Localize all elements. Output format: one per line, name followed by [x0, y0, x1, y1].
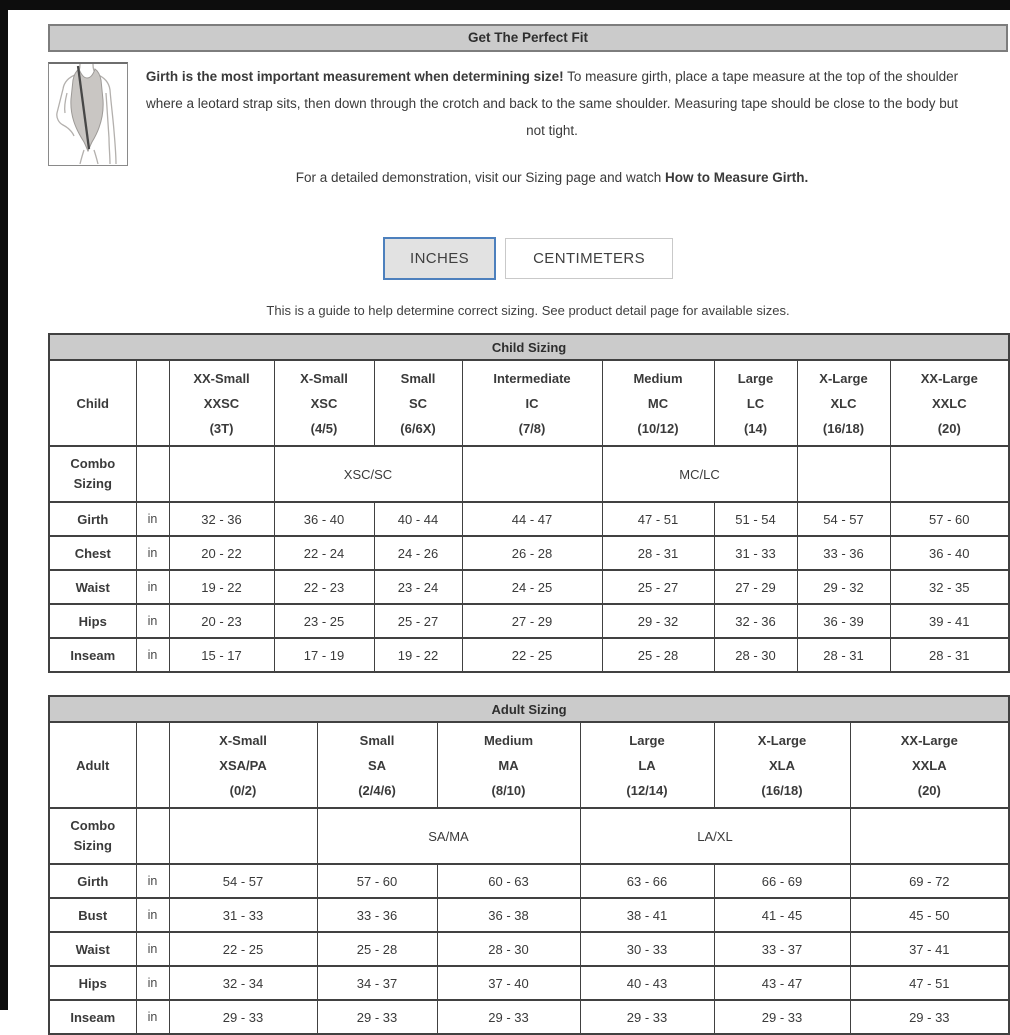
combo-cell	[797, 446, 890, 502]
value-cell: 19 - 22	[169, 570, 274, 604]
size-name: Small	[400, 370, 436, 386]
size-code: XXSC	[203, 395, 240, 411]
left-border-strip	[0, 0, 8, 1010]
value-cell: 15 - 17	[169, 638, 274, 672]
value-cell: 63 - 66	[580, 864, 714, 898]
value-cell: 32 - 36	[714, 604, 797, 638]
value-cell: 60 - 63	[437, 864, 580, 898]
size-range: (2/4/6)	[358, 782, 396, 798]
unit-cell: in	[136, 570, 169, 604]
size-range: (12/14)	[626, 782, 668, 798]
value-cell: 33 - 37	[714, 932, 850, 966]
value-cell: 69 - 72	[850, 864, 1009, 898]
value-cell: 22 - 25	[462, 638, 602, 672]
unit-cell: in	[136, 502, 169, 536]
value-cell: 29 - 32	[797, 570, 890, 604]
size-range: (0/2)	[229, 782, 257, 798]
page-title: Get The Perfect Fit	[48, 24, 1008, 52]
value-cell: 24 - 26	[374, 536, 462, 570]
measurement-row-label: Inseam	[49, 1000, 136, 1034]
unit-cell: in	[136, 604, 169, 638]
value-cell: 29 - 33	[437, 1000, 580, 1034]
measurement-row-label: Girth	[49, 864, 136, 898]
value-cell: 25 - 27	[374, 604, 462, 638]
value-cell: 32 - 35	[890, 570, 1009, 604]
size-range: (8/10)	[491, 782, 526, 798]
size-column-header	[602, 360, 714, 446]
size-name: Large	[737, 370, 774, 386]
size-range: (6/6X)	[400, 420, 436, 436]
value-cell: 29 - 33	[169, 1000, 317, 1034]
value-cell: 38 - 41	[580, 898, 714, 932]
adult-sizing-table	[48, 695, 1010, 1035]
size-name: XX-Large	[900, 732, 958, 748]
unit-cell: in	[136, 864, 169, 898]
size-column-header	[580, 722, 714, 808]
table-title: Child Sizing	[49, 334, 1009, 360]
value-cell: 40 - 43	[580, 966, 714, 1000]
value-cell: 17 - 19	[274, 638, 374, 672]
unit-cell: in	[136, 638, 169, 672]
value-cell: 44 - 47	[462, 502, 602, 536]
unit-cell: in	[136, 966, 169, 1000]
size-code: XXLA	[911, 757, 947, 773]
inches-button[interactable]: INCHES	[383, 237, 496, 280]
value-cell: 32 - 36	[169, 502, 274, 536]
value-cell: 28 - 31	[797, 638, 890, 672]
girth-instructions-lead: Girth is the most important measurement when determining size!	[145, 69, 564, 84]
value-cell: 36 - 40	[890, 536, 1009, 570]
size-range: (20)	[917, 782, 941, 798]
value-cell: 36 - 38	[437, 898, 580, 932]
table-corner-label: Child	[49, 360, 136, 446]
value-cell: 19 - 22	[374, 638, 462, 672]
size-column-header	[797, 360, 890, 446]
size-name: X-Large	[757, 732, 807, 748]
unit-header-cell	[136, 722, 169, 808]
size-column-header	[890, 360, 1009, 446]
value-cell: 27 - 29	[714, 570, 797, 604]
combo-cell	[169, 446, 274, 502]
size-range: (10/12)	[637, 420, 679, 436]
unit-header-cell	[136, 360, 169, 446]
value-cell: 22 - 23	[274, 570, 374, 604]
value-cell: 57 - 60	[890, 502, 1009, 536]
size-name: X-Small	[300, 370, 348, 386]
size-range: (14)	[743, 420, 768, 436]
size-range: (3T)	[209, 420, 234, 436]
value-cell: 31 - 33	[714, 536, 797, 570]
combo-cell: XSC/SC	[274, 446, 462, 502]
value-cell: 43 - 47	[714, 966, 850, 1000]
value-cell: 28 - 31	[890, 638, 1009, 672]
size-column-header	[317, 722, 437, 808]
size-name: Large	[629, 732, 665, 748]
value-cell: 47 - 51	[850, 966, 1009, 1000]
combo-sizing-label: Combo Sizing	[49, 446, 136, 502]
size-column-header	[714, 722, 850, 808]
girth-instructions	[128, 62, 1008, 191]
value-cell: 20 - 22	[169, 536, 274, 570]
value-cell: 40 - 44	[374, 502, 462, 536]
unit-cell: in	[136, 536, 169, 570]
size-code: XLA	[769, 757, 795, 773]
size-range: (20)	[937, 420, 961, 436]
size-range: (4/5)	[310, 420, 338, 436]
combo-cell: MC/LC	[602, 446, 797, 502]
combo-cell	[890, 446, 1009, 502]
size-column-header	[374, 360, 462, 446]
value-cell: 28 - 30	[437, 932, 580, 966]
value-cell: 30 - 33	[580, 932, 714, 966]
size-name: X-Large	[819, 370, 868, 386]
intro-section	[48, 62, 1008, 191]
value-cell: 37 - 41	[850, 932, 1009, 966]
centimeters-button[interactable]: CENTIMETERS	[505, 238, 673, 279]
top-border-strip	[0, 0, 1010, 10]
size-column-header	[850, 722, 1009, 808]
value-cell: 37 - 40	[437, 966, 580, 1000]
demo-note	[140, 164, 964, 191]
combo-cell: LA/XL	[580, 808, 850, 864]
value-cell: 41 - 45	[714, 898, 850, 932]
size-column-header	[274, 360, 374, 446]
value-cell: 25 - 28	[317, 932, 437, 966]
value-cell: 23 - 24	[374, 570, 462, 604]
girth-instructions-body: To measure girth, place a tape measure at the top of the shoulder where a leotard strap sits, then down through the crotch and back to the same shoulder. Measuring tape should be close to the body but not tight.	[145, 69, 959, 138]
size-name: Small	[359, 732, 395, 748]
value-cell: 33 - 36	[317, 898, 437, 932]
size-name: Intermediate	[493, 370, 571, 386]
size-code: LA	[638, 757, 656, 773]
value-cell: 36 - 39	[797, 604, 890, 638]
measurement-row-label: Girth	[49, 502, 136, 536]
size-name: XX-Large	[920, 370, 978, 386]
unit-cell: in	[136, 1000, 169, 1034]
value-cell: 22 - 24	[274, 536, 374, 570]
combo-sizing-label: Combo Sizing	[49, 808, 136, 864]
table-corner-label: Adult	[49, 722, 136, 808]
size-code: LC	[746, 395, 765, 411]
size-code: XLC	[830, 395, 857, 411]
unit-cell: in	[136, 898, 169, 932]
measurement-row-label: Inseam	[49, 638, 136, 672]
combo-cell: SA/MA	[317, 808, 580, 864]
value-cell: 29 - 33	[580, 1000, 714, 1034]
size-name: X-Small	[219, 732, 267, 748]
size-code: XXLC	[931, 395, 967, 411]
size-column-header	[437, 722, 580, 808]
value-cell: 31 - 33	[169, 898, 317, 932]
leotard-girth-diagram	[48, 62, 128, 166]
value-cell: 29 - 33	[714, 1000, 850, 1034]
measurement-row-label: Hips	[49, 604, 136, 638]
value-cell: 29 - 32	[602, 604, 714, 638]
unit-cell: in	[136, 932, 169, 966]
size-column-header	[462, 360, 602, 446]
measurement-row-label: Chest	[49, 536, 136, 570]
value-cell: 28 - 31	[602, 536, 714, 570]
size-code: MC	[647, 395, 669, 411]
table-title: Adult Sizing	[49, 696, 1009, 722]
sizing-guide-note: This is a guide to help determine correct sizing. See product detail page for available sizes.	[266, 303, 790, 318]
value-cell: 39 - 41	[890, 604, 1009, 638]
measurement-row-label: Hips	[49, 966, 136, 1000]
value-cell: 28 - 30	[714, 638, 797, 672]
child-sizing-table	[48, 333, 1010, 673]
value-cell: 66 - 69	[714, 864, 850, 898]
page-content	[48, 24, 1008, 1035]
size-range: (7/8)	[518, 420, 546, 436]
value-cell: 34 - 37	[317, 966, 437, 1000]
combo-cell	[169, 808, 317, 864]
size-column-header	[714, 360, 797, 446]
unit-toggle	[48, 237, 1008, 280]
value-cell: 54 - 57	[169, 864, 317, 898]
size-code: MA	[498, 757, 519, 773]
value-cell: 51 - 54	[714, 502, 797, 536]
value-cell: 36 - 40	[274, 502, 374, 536]
size-code: XSA/PA	[219, 757, 267, 773]
size-range: (16/18)	[822, 420, 865, 436]
value-cell: 25 - 27	[602, 570, 714, 604]
value-cell: 20 - 23	[169, 604, 274, 638]
measurement-row-label: Waist	[49, 570, 136, 604]
value-cell: 32 - 34	[169, 966, 317, 1000]
value-cell: 27 - 29	[462, 604, 602, 638]
size-column-header	[169, 360, 274, 446]
size-name: Medium	[483, 732, 534, 748]
size-code: SC	[408, 395, 428, 411]
size-name: Medium	[633, 370, 683, 386]
unit-empty-cell	[136, 446, 169, 502]
value-cell: 47 - 51	[602, 502, 714, 536]
size-code: IC	[525, 395, 539, 411]
unit-empty-cell	[136, 808, 169, 864]
combo-cell	[850, 808, 1009, 864]
size-range: (16/18)	[761, 782, 803, 798]
value-cell: 54 - 57	[797, 502, 890, 536]
value-cell: 23 - 25	[274, 604, 374, 638]
value-cell: 57 - 60	[317, 864, 437, 898]
measurement-row-label: Waist	[49, 932, 136, 966]
value-cell: 24 - 25	[462, 570, 602, 604]
value-cell: 33 - 36	[797, 536, 890, 570]
demo-note-prefix: For a detailed demonstration, visit our Sizing page and watch	[295, 170, 665, 185]
value-cell: 45 - 50	[850, 898, 1009, 932]
value-cell: 29 - 33	[850, 1000, 1009, 1034]
measurement-row-label: Bust	[49, 898, 136, 932]
size-code: SA	[367, 757, 387, 773]
demo-note-video-title: How to Measure Girth.	[664, 170, 809, 185]
value-cell: 29 - 33	[317, 1000, 437, 1034]
combo-cell	[462, 446, 602, 502]
size-column-header	[169, 722, 317, 808]
value-cell: 22 - 25	[169, 932, 317, 966]
size-name: XX-Small	[193, 370, 250, 386]
size-code: XSC	[310, 395, 338, 411]
value-cell: 26 - 28	[462, 536, 602, 570]
value-cell: 25 - 28	[602, 638, 714, 672]
